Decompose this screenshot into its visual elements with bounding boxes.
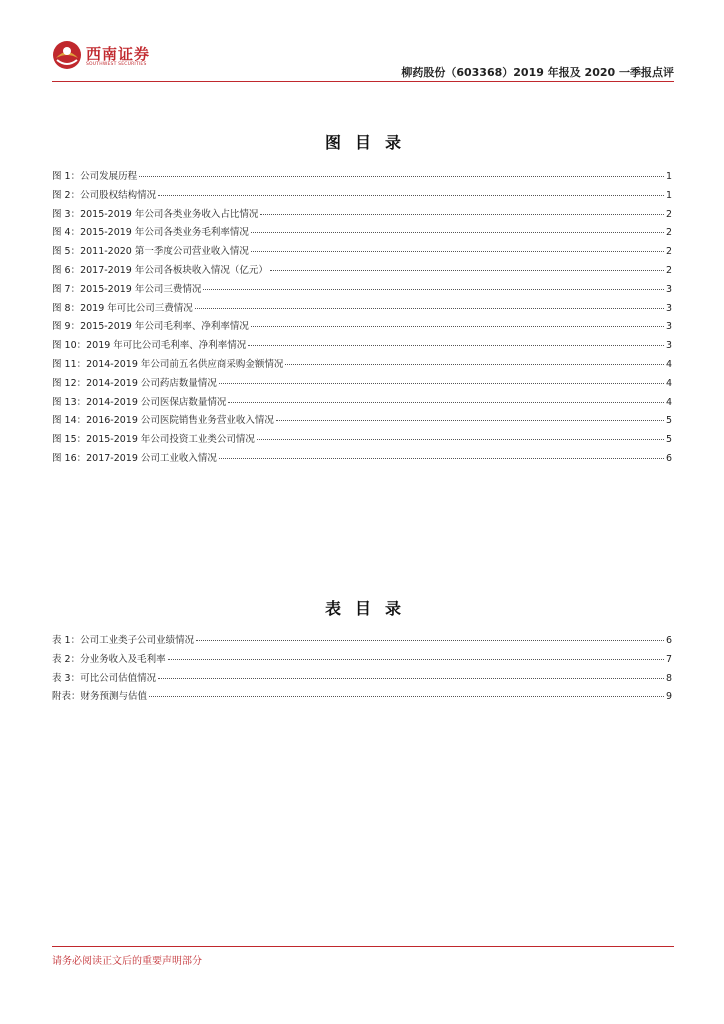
dot-leader: [158, 678, 664, 679]
figure-list-entry[interactable]: [52, 187, 672, 206]
figure-list-entry[interactable]: [52, 224, 672, 243]
logo-chinese-name: 西南证券: [86, 45, 151, 63]
toc-page-number: 5: [665, 415, 672, 427]
figure-list-entry[interactable]: [52, 356, 672, 375]
dot-leader: [228, 402, 664, 403]
toc-entry-label: 图 6：2017-2019 年公司各板块收入情况（亿元）: [52, 264, 268, 276]
figure-list-entry[interactable]: [52, 394, 672, 413]
dot-leader: [260, 214, 664, 215]
page-header: [52, 38, 674, 82]
report-title: 柳药股份（603368）2019 年报及 2020 一季报点评: [401, 66, 674, 79]
toc-page-number: 3: [665, 321, 672, 333]
figure-list-entry[interactable]: [52, 262, 672, 281]
toc-page-number: 7: [665, 653, 672, 665]
toc-page-number: 9: [665, 691, 672, 703]
figure-list-entry[interactable]: [52, 318, 672, 337]
figure-list: [52, 168, 672, 469]
table-list: [52, 632, 672, 707]
figure-list-entry[interactable]: [52, 412, 672, 431]
table-list-entry[interactable]: [52, 632, 672, 651]
figure-list-entry[interactable]: [52, 450, 672, 469]
toc-entry-label: 图 10：2019 年可比公司毛利率、净利率情况: [52, 340, 247, 352]
table-list-title: 表目录: [324, 599, 415, 618]
dot-leader: [276, 420, 664, 421]
figure-list-entry[interactable]: [52, 431, 672, 450]
toc-page-number: 1: [665, 171, 672, 182]
toc-page-number: 2: [665, 246, 672, 258]
footer-divider: [52, 946, 674, 947]
dot-leader: [285, 364, 664, 365]
toc-entry-label: 图 8：2019 年可比公司三费情况: [52, 302, 193, 314]
toc-entry-label: 图 12：2014-2019 公司药店数量情况: [52, 377, 217, 389]
toc-page-number: 5: [665, 434, 672, 446]
toc-entry-label: 图 7：2015-2019 年公司三费情况: [52, 283, 202, 295]
toc-entry-label: 图 4：2015-2019 年公司各类业务毛利率情况: [52, 227, 249, 239]
toc-page-number: 1: [665, 189, 672, 201]
toc-entry-label: 图 16：2017-2019 公司工业收入情况: [52, 452, 217, 464]
dot-leader: [219, 383, 664, 384]
dot-leader: [168, 659, 664, 660]
toc-entry-label: 图 1：公司发展历程: [52, 171, 138, 182]
table-list-entry[interactable]: [52, 670, 672, 689]
toc-entry-label: 表 1：公司工业类子公司业绩情况: [52, 635, 195, 646]
toc-page-number: 3: [665, 302, 672, 314]
header-divider: [52, 81, 674, 82]
toc-entry-label: 图 13：2014-2019 公司医保店数量情况: [52, 396, 227, 408]
figure-list-entry[interactable]: [52, 168, 672, 187]
company-logo: [52, 40, 172, 74]
toc-page-number: 8: [665, 672, 672, 684]
figure-list-title: 图目录: [324, 133, 415, 152]
disclaimer-notice: 请务必阅读正文后的重要声明部分: [52, 956, 202, 967]
table-list-entry[interactable]: [52, 651, 672, 670]
figure-list-entry[interactable]: [52, 243, 672, 262]
toc-page-number: 4: [665, 358, 672, 370]
toc-page-number: 6: [665, 452, 672, 464]
toc-entry-label: 附表：财务预测与估值: [52, 691, 148, 703]
toc-entry-label: 图 11：2014-2019 年公司前五名供应商采购金额情况: [52, 358, 284, 370]
toc-entry-label: 图 15：2015-2019 年公司投资工业类公司情况: [52, 434, 255, 446]
toc-page-number: 6: [665, 635, 672, 646]
toc-entry-label: 图 5：2011-2020 第一季度公司营业收入情况: [52, 246, 249, 258]
logo-emblem-icon: [52, 40, 82, 70]
table-list-entry[interactable]: [52, 688, 672, 707]
dot-leader: [219, 458, 664, 459]
toc-page-number: 3: [665, 283, 672, 295]
toc-entry-label: 图 3：2015-2019 年公司各类业务收入占比情况: [52, 208, 259, 220]
toc-page-number: 2: [665, 264, 672, 276]
toc-page-number: 4: [665, 396, 672, 408]
toc-entry-label: 图 9：2015-2019 年公司毛利率、净利率情况: [52, 321, 249, 333]
dot-leader: [251, 251, 664, 252]
figure-list-entry[interactable]: [52, 337, 672, 356]
toc-entry-label: 表 3：可比公司估值情况: [52, 672, 157, 684]
dot-leader: [196, 640, 664, 641]
toc-page-number: 4: [665, 377, 672, 389]
toc-entry-label: 图 2：公司股权结构情况: [52, 189, 157, 201]
dot-leader: [248, 345, 664, 346]
toc-page-number: 2: [665, 208, 672, 220]
dot-leader: [195, 308, 664, 309]
logo-english-name: SOUTHWEST SECURITIES: [86, 62, 147, 67]
dot-leader: [158, 195, 664, 196]
toc-page-number: 2: [665, 227, 672, 239]
dot-leader: [149, 696, 664, 697]
dot-leader: [270, 270, 664, 271]
figure-list-entry[interactable]: [52, 206, 672, 225]
figure-list-entry[interactable]: [52, 300, 672, 319]
figure-list-entry[interactable]: [52, 281, 672, 300]
figure-list-entry[interactable]: [52, 375, 672, 394]
toc-page-number: 3: [665, 340, 672, 352]
dot-leader: [139, 176, 664, 177]
toc-entry-label: 表 2：分业务收入及毛利率: [52, 653, 166, 665]
dot-leader: [203, 289, 664, 290]
dot-leader: [251, 232, 664, 233]
dot-leader: [251, 326, 664, 327]
toc-entry-label: 图 14：2016-2019 公司医院销售业务营业收入情况: [52, 415, 274, 427]
dot-leader: [257, 439, 664, 440]
